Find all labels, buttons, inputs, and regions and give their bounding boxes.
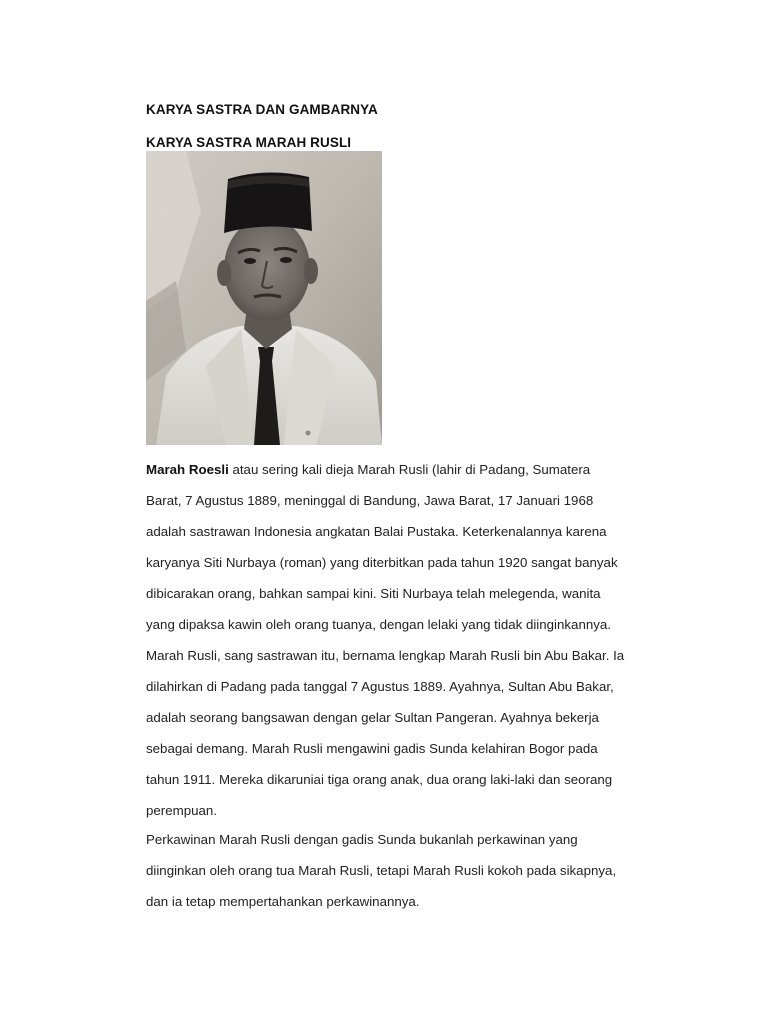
paragraph-line: Barat, 7 Agustus 1889, meninggal di Bandung, Jawa Barat, 17 Januari 1968 <box>146 493 594 508</box>
paragraph-line: karyanya Siti Nurbaya (roman) yang diterbitkan pada tahun 1920 sangat banyak <box>146 555 618 570</box>
paragraph-line: Perkawinan Marah Rusli dengan gadis Sunda bukanlah perkawinan yang <box>146 832 578 847</box>
paragraph-line: adalah sastrawan Indonesia angkatan Balai Pustaka. Keterkenalannya karena <box>146 524 607 539</box>
paragraph-line: dilahirkan di Padang pada tanggal 7 Agustus 1889. Ayahnya, Sultan Abu Bakar, <box>146 679 614 694</box>
portrait-photo <box>146 151 382 445</box>
document-subtitle: KARYA SASTRA MARAH RUSLI <box>146 135 352 150</box>
paragraph-line: sebagai demang. Marah Rusli mengawini gadis Sunda kelahiran Bogor pada <box>146 741 598 756</box>
biography-paragraph-2 <box>146 824 666 917</box>
biography-paragraph-1 <box>146 454 666 826</box>
paragraph-line: diinginkan oleh orang tua Marah Rusli, tetapi Marah Rusli kokoh pada sikapnya, <box>146 863 617 878</box>
subject-name: Marah Roesli <box>146 462 229 477</box>
paragraph-line: Marah Rusli, sang sastrawan itu, bernama lengkap Marah Rusli bin Abu Bakar. Ia <box>146 648 625 663</box>
paragraph-line: perempuan. <box>146 803 217 818</box>
paragraph-line: tahun 1911. Mereka dikaruniai tiga orang anak, dua orang laki-laki dan seorang <box>146 772 613 787</box>
paragraph-line: yang dipaksa kawin oleh orang tuanya, dengan lelaki yang tidak diinginkannya. <box>146 617 611 632</box>
paragraph-line: adalah seorang bangsawan dengan gelar Sultan Pangeran. Ayahnya bekerja <box>146 710 599 725</box>
paragraph-line-text: atau sering kali dieja Marah Rusli (lahir di Padang, Sumatera <box>228 462 591 477</box>
portrait-photo-icon <box>146 151 382 445</box>
paragraph-line: dibicarakan orang, bahkan sampai kini. Siti Nurbaya telah melegenda, wanita <box>146 586 601 601</box>
paragraph-line: dan ia tetap mempertahankan perkawinannya. <box>146 894 420 909</box>
paragraph-line <box>146 454 666 485</box>
document-title: KARYA SASTRA DAN GAMBARNYA <box>146 102 378 117</box>
